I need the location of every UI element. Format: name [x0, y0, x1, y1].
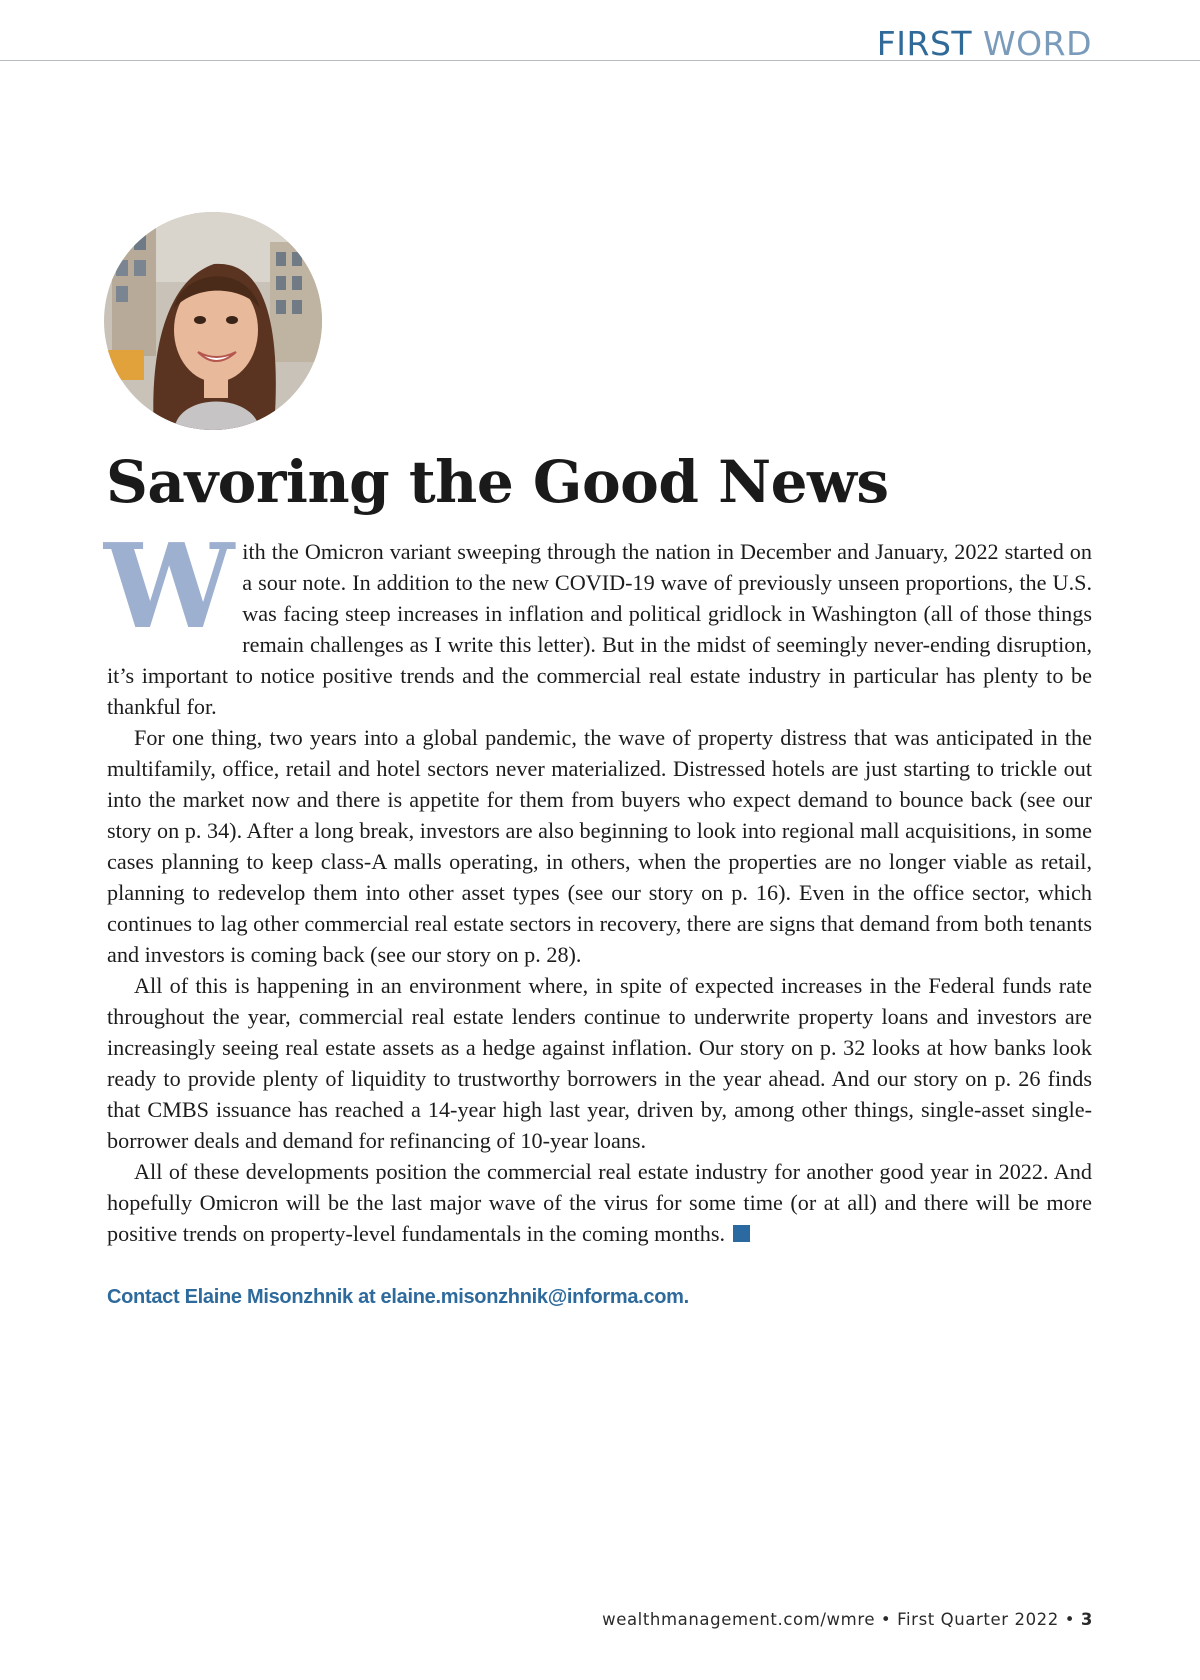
page-footer: [602, 1608, 1093, 1632]
paragraph-1-text: ith the Omicron variant sweeping through the nation in December and January, 2022 started on a sour note. In addition to the new COVID-19 wave of previously unseen proportions, the U.S. was facing steep increases in inflation and political gridlock in Washington (all of those things remain challenges as I write this letter). But in the midst of seemingly never-ending disruption, it’s important to notice positive trends and the commercial real estate industry in particular has plenty to be thankful for.: [107, 539, 1092, 719]
section-label: [877, 24, 1092, 64]
footer-text: wealthmanagement.com/wmre • First Quarter 2022 •: [602, 1610, 1076, 1629]
article-headline: Savoring the Good News: [106, 448, 889, 516]
paragraph-4-text: All of these developments position the commercial real estate industry for another good year in 2022. And hopefully Omicron will be the last major wave of the virus for some time (or at all) and there will be more positive trends on property-level fundamentals in the coming months.: [107, 1159, 1092, 1246]
drop-cap: W: [104, 519, 235, 655]
article-paragraph-2: For one thing, two years into a global pandemic, the wave of property distress that was anticipated in the multifamily, office, retail and hotel sectors never materialized. Distressed hotels are just starting to trickle out into the market now and there is appetite for them from buyers who expect demand to bounce back (see our story on p. 34). After a long break, investors are also beginning to look into regional mall acquisitions, in some cases planning to keep class-A malls operating, in others, when the properties are no longer viable as retail, planning to redevelop them into other asset types (see our story on p. 16). Even in the office sector, which continues to lag other commercial real estate sectors in recovery, there are signs that demand from both tenants and investors is coming back (see our story on p. 28).: [107, 725, 1092, 967]
author-portrait: [104, 212, 322, 430]
section-label-word: WORD: [983, 24, 1092, 63]
square-end-mark-icon: [733, 1225, 750, 1242]
author-contact-line: Contact Elaine Misonzhnik at elaine.misonzhnik@informa.com.: [107, 1286, 689, 1308]
article-paragraph-1: [104, 519, 1092, 722]
article-body: [104, 519, 1092, 1249]
author-portrait-image: [104, 212, 322, 430]
article-paragraph-3: All of this is happening in an environment where, in spite of expected increases in the Federal funds rate throughout the year, commercial real estate lenders continue to underwrite property loans and investors are increasingly seeing real estate assets as a hedge against inflation. Our story on p. 32 looks at how banks look ready to provide plenty of liquidity to trustworthy borrowers in the year ahead. And our story on p. 26 finds that CMBS issuance has reached a 14-year high last year, driven by, among other things, single-asset single-borrower deals and demand for refinancing of 10-year loans.: [107, 973, 1092, 1153]
page-number: 3: [1080, 1610, 1093, 1629]
article-paragraph-4: [107, 1156, 1092, 1249]
section-label-first: FIRST: [876, 24, 973, 63]
